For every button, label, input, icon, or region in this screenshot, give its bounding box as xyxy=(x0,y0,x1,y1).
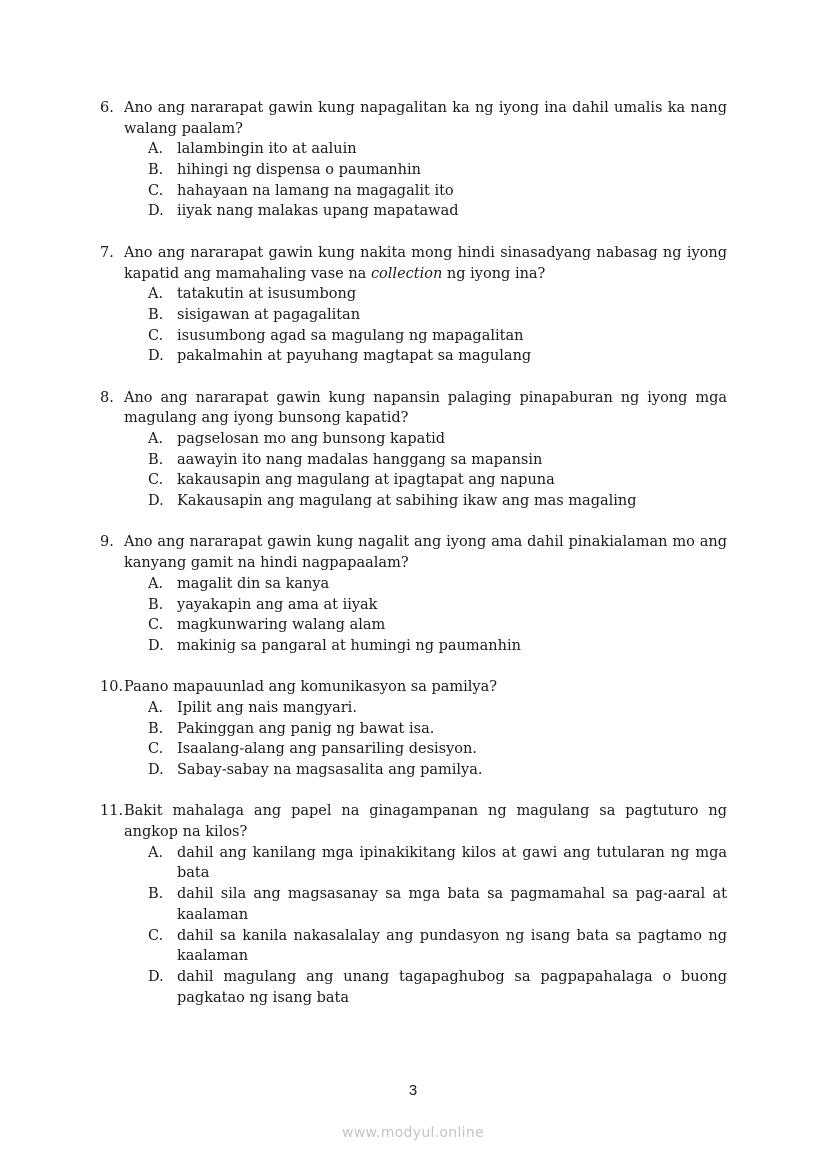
option-letter: C. xyxy=(148,617,164,634)
option-text: pagselosan mo ang bunsong kapatid xyxy=(177,431,446,447)
option-text: dahil ang kanilang mga ipinakikitang kilos at gawi ang tutularan ng mga xyxy=(177,844,727,861)
option-c xyxy=(148,181,727,202)
question-number: 10. xyxy=(100,679,124,696)
question-text xyxy=(124,677,727,698)
option-d xyxy=(148,201,727,222)
option-b xyxy=(148,450,727,471)
text-segment: ng iyong ina? xyxy=(442,265,546,282)
italic-term: collection xyxy=(370,265,443,282)
option-a xyxy=(148,843,727,884)
option-letter: C. xyxy=(148,927,164,944)
option-text: kakausapin ang magulang at ipagtapat ang napuna xyxy=(177,472,555,489)
option-letter: B. xyxy=(148,596,164,613)
option-letter: B. xyxy=(148,162,164,179)
question-line: Ano ang nararapat gawin kung napansin palaging pinapaburan ng iyong mga xyxy=(124,389,727,406)
option-text: sisigawan at pagagalitan xyxy=(177,306,361,323)
option-c xyxy=(148,615,727,636)
option-d xyxy=(148,760,727,781)
option-a xyxy=(148,429,727,450)
question-line: magulang ang iyong bunsong kapatid? xyxy=(124,410,409,427)
option-b xyxy=(148,595,727,616)
option-letter: A. xyxy=(148,431,164,447)
option-text: dahil sa kanila nakasalalay ang pundasyon ng isang bata sa pagtamo ng xyxy=(177,927,727,944)
option-text: pagkatao ng isang bata xyxy=(177,989,350,1006)
question-7 xyxy=(100,243,727,367)
option-text: tatakutin at isusumbong xyxy=(177,286,357,303)
question-8 xyxy=(100,388,727,512)
question-text xyxy=(124,388,727,429)
option-letter: A. xyxy=(148,575,164,592)
option-text: lalambingin ito at aaluin xyxy=(177,141,357,158)
option-letter: D. xyxy=(148,637,164,654)
question-list xyxy=(100,98,727,1029)
option-d xyxy=(148,346,727,367)
option-text: hihingi ng dispensa o paumanhin xyxy=(177,162,421,179)
question-text xyxy=(124,243,727,284)
option-text: iiyak nang malakas upang mapatawad xyxy=(177,203,459,220)
option-b xyxy=(148,719,727,740)
question-text xyxy=(124,98,727,139)
option-text: Pakinggan ang panig ng bawat isa. xyxy=(177,720,435,737)
question-number: 7. xyxy=(100,244,114,261)
option-letter: B. xyxy=(148,720,164,737)
option-letter: A. xyxy=(148,286,164,303)
question-line: walang paalam? xyxy=(124,120,243,137)
option-letter: C. xyxy=(148,472,164,489)
question-text xyxy=(124,801,727,842)
option-text: kaalaman xyxy=(177,948,249,965)
option-letter: B. xyxy=(148,306,164,323)
option-c xyxy=(148,926,727,967)
option-text: bata xyxy=(177,865,210,882)
option-a xyxy=(148,698,727,719)
option-text: yayakapin ang ama at iiyak xyxy=(177,596,378,613)
question-number: 8. xyxy=(100,389,114,406)
option-a xyxy=(148,574,727,595)
option-letter: D. xyxy=(148,203,164,220)
option-c xyxy=(148,470,727,491)
option-text: magalit din sa kanya xyxy=(177,575,330,592)
option-letter: A. xyxy=(148,699,164,716)
option-letter: D. xyxy=(148,968,164,985)
option-text: dahil magulang ang unang tagapaghubog sa pagpapahalaga o buong xyxy=(177,968,727,985)
option-text: dahil sila ang magsasanay sa mga bata sa pagmamahal sa pag-aaral at xyxy=(177,886,727,903)
option-text: Sabay-sabay na magsasalita ang pamilya. xyxy=(177,762,483,778)
question-line: Paano mapauunlad ang komunikasyon sa pamilya? xyxy=(124,679,498,696)
question-9 xyxy=(100,532,727,656)
question-6 xyxy=(100,98,727,222)
question-11 xyxy=(100,801,727,1008)
page-number: 3 xyxy=(408,1082,418,1099)
option-letter: C. xyxy=(148,182,164,199)
option-letter: B. xyxy=(148,886,164,903)
option-text: Kakausapin ang magulang at sabihing ikaw ang mas magaling xyxy=(177,493,637,510)
question-line: Ano ang nararapat gawin kung nagalit ang iyong ama dahil pinakialaman mo ang xyxy=(124,534,727,551)
question-line: Bakit mahalaga ang papel na ginagampanan ng magulang sa pagtuturo ng xyxy=(124,803,727,820)
option-d xyxy=(148,491,727,512)
question-line: Ano ang nararapat gawin kung nakita mong hindi sinasadyang nabasag ng iyong xyxy=(124,244,727,261)
watermark: www.modyul.online xyxy=(342,1125,484,1141)
option-a xyxy=(148,284,727,305)
option-letter: D. xyxy=(148,348,164,365)
option-d xyxy=(148,636,727,657)
question-line: angkop na kilos? xyxy=(124,824,248,841)
option-text: kaalaman xyxy=(177,906,249,923)
question-10 xyxy=(100,677,727,780)
option-letter: D. xyxy=(148,493,164,510)
option-text: pakalmahin at payuhang magtapat sa magulang xyxy=(177,348,532,365)
option-text: makinig sa pangaral at humingi ng paumanhin xyxy=(177,637,521,654)
option-letter: D. xyxy=(148,762,164,778)
question-line: Ano ang nararapat gawin kung napagalitan ka ng iyong ina dahil umalis ka nang xyxy=(124,100,727,116)
option-letter: B. xyxy=(148,451,164,468)
option-b xyxy=(148,305,727,326)
option-letter: C. xyxy=(148,741,164,758)
option-c xyxy=(148,326,727,347)
option-text: Isaalang-alang ang pansariling desisyon. xyxy=(177,741,477,758)
option-b xyxy=(148,160,727,181)
question-line: kanyang gamit na hindi nagpapaalam? xyxy=(124,555,409,572)
question-number: 9. xyxy=(100,534,114,551)
option-text: Ipilit ang nais mangyari. xyxy=(177,699,357,716)
option-d xyxy=(148,967,727,1008)
text-segment: kapatid ang mamahaling vase na xyxy=(124,265,371,282)
option-c xyxy=(148,739,727,760)
option-a xyxy=(148,139,727,160)
option-text: hahayaan na lamang na magagalit ito xyxy=(177,182,454,199)
question-number: 6. xyxy=(100,100,114,116)
option-letter: A. xyxy=(148,141,164,158)
question-text xyxy=(124,532,727,573)
question-number: 11. xyxy=(100,803,124,820)
option-b xyxy=(148,884,727,925)
option-text: magkunwaring walang alam xyxy=(177,617,386,634)
option-letter: C. xyxy=(148,327,164,344)
option-letter: A. xyxy=(148,844,164,861)
question-line xyxy=(124,264,727,285)
option-text: isusumbong agad sa magulang ng mapagalitan xyxy=(177,327,524,344)
option-text: aawayin ito nang madalas hanggang sa mapansin xyxy=(177,451,543,468)
